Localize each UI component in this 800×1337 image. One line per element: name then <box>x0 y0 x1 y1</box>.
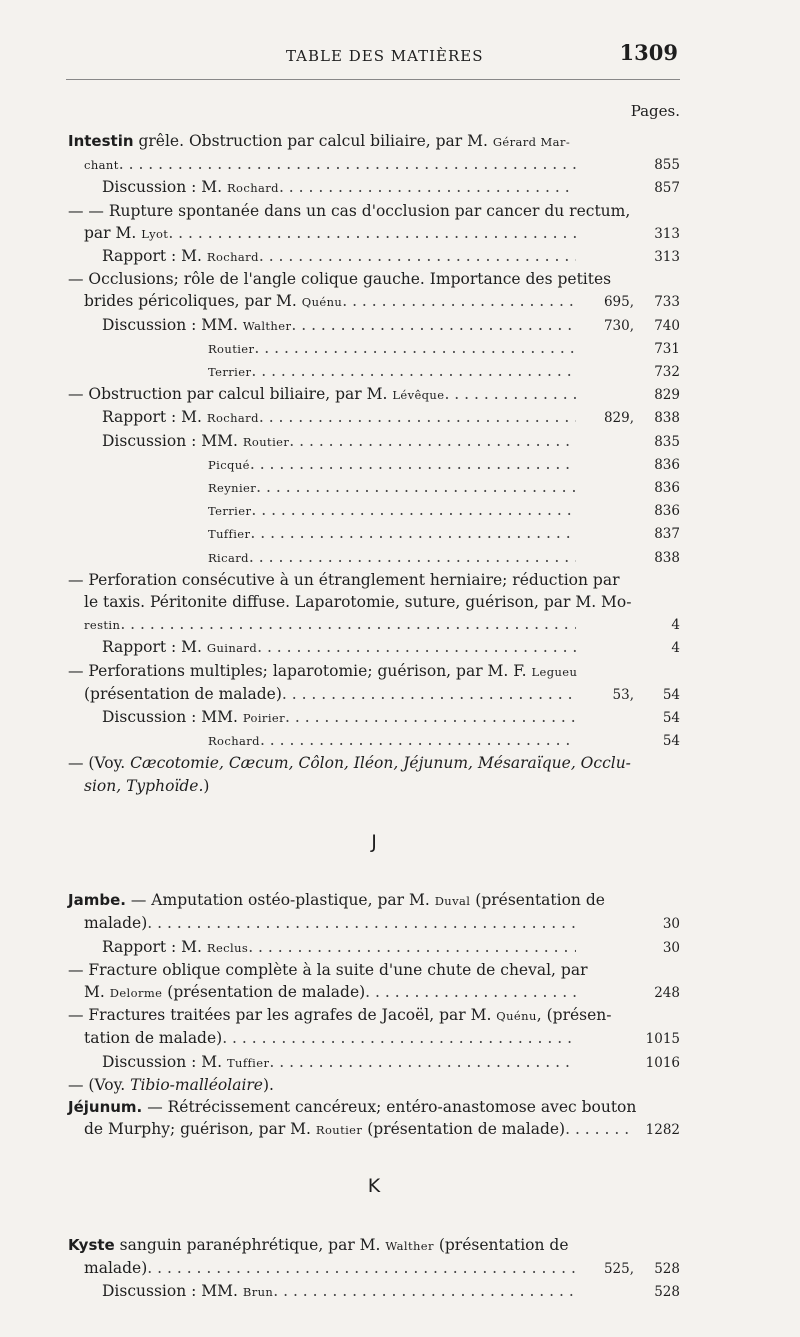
author-name: Quénu <box>496 1009 537 1024</box>
entry-text: ) <box>203 776 210 795</box>
page-ref: 4 <box>671 617 680 634</box>
author-name: Guinard <box>206 641 258 656</box>
entry-line <box>68 1074 680 1096</box>
page-ref: 733 <box>654 294 680 311</box>
cross-reference: sion, Typhoïde. <box>84 776 204 795</box>
entry-text: (présentation de malade) <box>84 684 282 703</box>
entry-line <box>68 936 680 959</box>
entry-line <box>68 591 680 613</box>
entry-line <box>68 613 680 636</box>
page-ref: 836 <box>654 456 680 473</box>
cross-reference: Tibio-malléolaire <box>130 1075 263 1094</box>
entry-text: — Perforation consécutive à un étranglement herniaire; réduction par <box>68 570 620 589</box>
entry-line <box>68 314 680 337</box>
author-name: Quénu <box>301 295 343 310</box>
entry-line <box>68 176 680 199</box>
page-ref: 248 <box>654 984 680 1001</box>
author-name: Rochard <box>208 734 260 749</box>
author-name: chant <box>84 158 119 173</box>
entry-text: — Fractures traitées par les agrafes de Jacoël, par M. <box>68 1006 497 1025</box>
entry-text: — — Rupture spontanée dans un cas d'occlusion par cancer du rectum, <box>68 201 631 220</box>
entry-line <box>68 683 680 706</box>
entry-line <box>68 1004 680 1027</box>
page-ref: 30 <box>662 916 680 933</box>
entry-text: — Rétrécissement cancéreux; entéro-anastomose avec bouton <box>142 1097 637 1116</box>
page-ref: 528 <box>654 1260 680 1277</box>
author-name: Routier <box>208 341 255 356</box>
entry-text: Discussion : MM. <box>102 431 243 450</box>
author-name: Duval <box>434 894 471 909</box>
page-ref: 829 <box>654 387 680 404</box>
page-ref: 836 <box>654 503 680 520</box>
author-name: Rochard <box>226 181 279 196</box>
page-ref: 857 <box>654 180 680 197</box>
entry-line <box>68 1257 680 1280</box>
entry-text: M. <box>84 982 110 1001</box>
entry-line <box>68 546 680 569</box>
entry-line <box>68 660 680 683</box>
entry-line <box>68 222 680 245</box>
entry-keyword: Jéjunum. <box>68 1097 143 1116</box>
entry-line <box>68 383 680 406</box>
page-ref: 313 <box>654 249 680 266</box>
entry-text: (présentation de malade) <box>162 982 366 1001</box>
page-ref: 855 <box>654 157 680 174</box>
entry-line <box>68 912 680 935</box>
entry-line <box>68 1280 680 1303</box>
author-name: Poirier <box>242 711 286 726</box>
entry-line <box>68 200 680 222</box>
section-letter-k: K <box>367 1175 381 1198</box>
entry-text: Rapport : M. <box>102 408 207 427</box>
author-name: Terrier <box>208 365 252 380</box>
page-ref: 1282 <box>645 1122 680 1139</box>
page-ref: 313 <box>654 225 680 242</box>
index-entries <box>68 130 680 1303</box>
page-ref: 838 <box>654 549 680 566</box>
entry-text: malade) <box>84 914 148 933</box>
author-name: Ricard <box>208 550 249 565</box>
entry-line <box>68 1118 680 1141</box>
entry-line <box>68 406 680 429</box>
page-ref: 4 <box>671 640 680 657</box>
entry-line <box>68 476 680 499</box>
entry-text: grêle. Obstruction par calcul biliaire, par M. <box>133 132 493 150</box>
entry-text: Discussion : MM. <box>102 1281 243 1300</box>
author-name: Picqué <box>208 457 250 472</box>
entry-text: Rapport : M. <box>102 247 207 266</box>
entry-line <box>68 290 680 313</box>
author-name: Reynier <box>208 481 257 496</box>
entry-line <box>68 706 680 729</box>
page-ref: 731 <box>654 340 680 357</box>
author-name: Reclus <box>206 940 249 955</box>
entry-line <box>68 1234 680 1257</box>
entry-text: Discussion : MM. <box>102 708 243 727</box>
author-name: Lévêque <box>392 388 445 403</box>
entry-text: sanguin paranéphrétique, par M. <box>114 1235 386 1254</box>
entry-keyword: Intestin <box>68 132 134 150</box>
page-ref: 54 <box>662 710 680 727</box>
page-ref: 525, <box>603 1260 634 1277</box>
author-name: Tuffier <box>208 527 251 542</box>
section-letter-j: J <box>371 830 377 853</box>
page-header <box>66 40 680 70</box>
entry-text: brides péricoliques, par M. <box>84 292 302 311</box>
entry-text: de Murphy; guérison, par M. <box>84 1120 316 1139</box>
entry-text: tation de malade) <box>84 1029 223 1048</box>
entry-text: (présentation de <box>433 1235 569 1254</box>
entry-line <box>68 959 680 981</box>
page-ref: 695, <box>603 294 634 311</box>
entry-text: , (présen- <box>536 1006 612 1025</box>
page-ref: 837 <box>654 526 680 543</box>
entry-text: — Obstruction par calcul biliaire, par M. <box>68 385 393 404</box>
entry-line <box>68 499 680 522</box>
entry-line <box>68 1096 680 1118</box>
entry-line <box>68 636 680 659</box>
entry-text: — Amputation ostéo-plastique, par M. <box>125 891 435 910</box>
entry-line <box>68 1027 680 1050</box>
page-ref: 1016 <box>645 1054 680 1071</box>
entry-text: (présentation de <box>470 891 605 910</box>
running-title: TABLE DES MATIÈRES <box>286 47 484 65</box>
page-ref: 838 <box>654 410 680 427</box>
entry-line <box>68 1051 680 1074</box>
author-name: restin <box>84 618 121 633</box>
page-ref: 54 <box>662 686 680 703</box>
author-name: Routier <box>315 1123 363 1138</box>
author-name: Tuffier <box>226 1055 270 1070</box>
entry-line <box>68 130 680 153</box>
author-name: Gérard Mar- <box>492 135 571 149</box>
entry-line <box>68 569 680 591</box>
page-ref: 53, <box>612 686 634 703</box>
pages-column-label: Pages. <box>630 102 680 120</box>
author-name: Legueu <box>531 664 578 679</box>
author-name: Terrier <box>208 504 252 519</box>
page-ref: 829, <box>603 410 634 427</box>
entry-text: par M. <box>84 223 142 242</box>
author-name: Delorme <box>109 985 163 1000</box>
entry-keyword: Kyste <box>68 1235 115 1254</box>
entry-line <box>68 430 680 453</box>
page-ref: 54 <box>662 733 680 750</box>
entry-line <box>68 337 680 360</box>
author-name: Routier <box>242 434 290 449</box>
page-number: 1309 <box>619 40 678 65</box>
page-ref: 730, <box>603 317 634 334</box>
entry-text: — Occlusions; rôle de l'angle colique gauche. Importance des petites <box>68 270 612 289</box>
entry-text: Rapport : M. <box>102 937 207 956</box>
page-ref: 740 <box>654 317 680 334</box>
entry-line <box>68 522 680 545</box>
page-ref: 30 <box>662 939 680 956</box>
author-name: Lyot <box>141 226 169 241</box>
entry-line <box>68 752 680 774</box>
entry-line <box>68 153 680 176</box>
entry-text: le taxis. Péritonite diffuse. Laparotomie, suture, guérison, par M. Mo- <box>84 593 632 612</box>
page-ref: 836 <box>654 480 680 497</box>
entry-line <box>68 268 680 290</box>
page-ref: 1015 <box>645 1031 680 1048</box>
entry-keyword: Jambe. <box>68 891 126 910</box>
page-ref: 528 <box>654 1283 680 1300</box>
header-rule <box>66 79 680 80</box>
entry-line <box>68 729 680 752</box>
author-name: Rochard <box>206 250 259 265</box>
page-ref: 835 <box>654 433 680 450</box>
entry-line <box>68 245 680 268</box>
entry-text: Discussion : M. <box>102 178 227 197</box>
entry-line <box>68 453 680 476</box>
entry-line <box>68 360 680 383</box>
page-ref: 732 <box>654 364 680 381</box>
entry-line <box>68 775 680 797</box>
entry-text: Rapport : M. <box>102 638 207 657</box>
entry-text: Discussion : M. <box>102 1052 227 1071</box>
entry-line <box>68 981 680 1004</box>
entry-text: — (Voy. <box>68 754 131 773</box>
entry-text: ). <box>262 1075 274 1094</box>
author-name: Rochard <box>206 411 259 426</box>
entry-text: — (Voy. <box>68 1075 131 1094</box>
entry-text: malade) <box>84 1258 148 1277</box>
entry-text: — Fracture oblique complète à la suite d'une chute de cheval, par <box>68 960 588 979</box>
entry-text: Discussion : MM. <box>102 315 243 334</box>
author-name: Brun <box>242 1284 274 1299</box>
cross-reference: Cæcotomie, Cæcum, Côlon, Iléon, Jéjunum, Mésaraïque, Occlu- <box>130 754 631 773</box>
entry-text: — Perforations multiples; laparotomie; guérison, par M. F. <box>68 661 532 680</box>
entry-line <box>68 889 680 912</box>
entry-text: (présentation de malade) <box>362 1120 566 1139</box>
author-name: Walther <box>385 1238 434 1253</box>
author-name: Walther <box>242 318 292 333</box>
